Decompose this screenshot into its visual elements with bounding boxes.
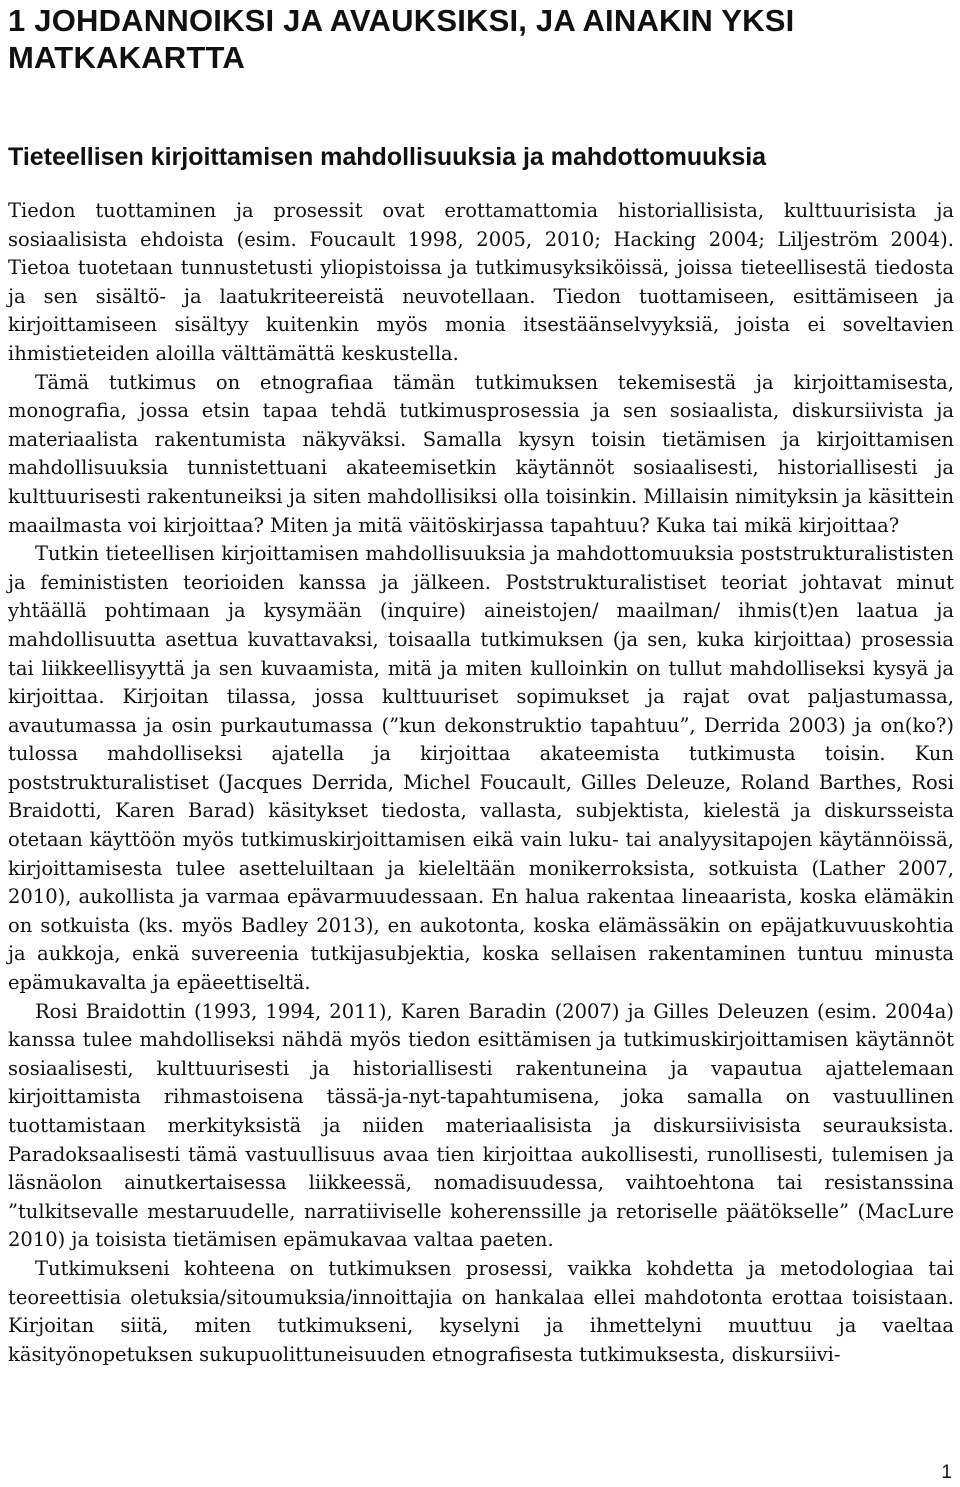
paragraph: Rosi Braidottin (1993, 1994, 2011), Karen Baradin (2007) ja Gilles Deleuzen (esim. 2004a) kanssa tulee mahdolliseksi nähdä myös tiedon esittämisen ja tutkimuskirjoittamisen käytännöt sosiaalisesti, kulttuurisesti ja historiallisesti rakentuneina ja vapautua ajattelemaan kirjoittamista rihmastoisena tässä-ja-nyt-tapahtumisena, joka samalla on vastuullinen tuottamistaan merkityksistä ja niiden materiaalisista ja diskursiivisista seurauksista. Paradoksaalisesti tämä vastuullisuus avaa tien kirjoittaa aukollisesti, runollisesti, tulemisen ja läsnäolon ainutkertaisessa liikkeessä, nomadisuudessa, vaihtoehtona tai resistanssina ”tulkitsevalle mestaruudelle, narratiiviselle koherenssille ja retoriselle päätökselle” (MacLure 2010) ja toisista tietämisen epämukavaa valtaa paeten.: [8, 999, 954, 1252]
paragraph: Tiedon tuottaminen ja prosessit ovat erottamattomia historiallisista, kulttuurisista ja sosiaalisista ehdoista (esim. Foucault 1998, 2005, 2010; Hacking 2004; Liljeström 2004). Tietoa tuotetaan tunnustetusti yliopistoissa ja tutkimusyksiköissä, joissa tieteellisestä tiedosta ja sen sisältö- ja laatukriteereistä neuvotellaan. Tiedon tuottamiseen, esittämiseen ja kirjoittamiseen sisältyy kuitenkin myös monia itsestäänselvyyksiä, joista ei soveltavien ihmistieteiden aloilla välttämättä keskustella.: [8, 199, 954, 365]
chapter-title: 1 JOHDANNOIKSI JA AVAUKSIKSI, JA AINAKIN YKSI MATKAKARTTA: [8, 3, 795, 75]
page-number: 1: [941, 1462, 952, 1483]
paragraph: Tämä tutkimus on etnografiaa tämän tutkimuksen tekemisestä ja kirjoittamisesta, monografia, jossa etsin tapaa tehdä tutkimusprosessia ja sen sosiaalista, diskursiivista ja materiaalista rakentumista näkyväksi. Samalla kysyn toisin tietämisen ja kirjoittamisen mahdollisuuksia tunnistettuani akateemisetkin käytännöt sosiaalisesti, historiallisesti ja kulttuurisesti rakentuneiksi ja siten mahdollisiksi olla toisinkin. Millaisin nimityksin ja käsittein maailmasta voi kirjoittaa? Miten ja mitä väitöskirjassa tapahtuu? Kuka tai mikä kirjoittaa?: [8, 370, 954, 537]
section-heading: Tieteellisen kirjoittamisen mahdollisuuksia ja mahdottomuuksia: [8, 143, 767, 171]
paragraph: Tutkin tieteellisen kirjoittamisen mahdollisuuksia ja mahdottomuuksia poststrukturalististen ja feminististen teorioiden kanssa ja jälkeen. Poststrukturalistiset teoriat johtavat minut yhtäällä pohtimaan ja kysymään (inquire) aineistojen/ maailman/ ihmis(t)en laatua ja mahdollisuutta asettua kuvattavaksi, toisaalla tutkimuksen (ja sen, kuka kirjoittaa) prosessia tai liikkeellisyyttä ja sen kuvaamista, mitä ja miten kulloinkin on tullut mahdolliseksi kysyä ja kirjoittaa. Kirjoitan tilassa, jossa kulttuuriset sopimukset ja rajat ovat paljastumassa, avautumassa ja osin purkautumassa (”kun dekonstruktio tapahtuu”, Derrida 2003) ja on(ko?) tulossa mahdolliseksi ajatella ja kirjoittaa akateemista tutkimusta toisin. Kun poststrukturalistiset (Jacques Derrida, Michel Foucault, Gilles Deleuze, Roland Barthes, Rosi Braidotti, Karen Barad) käsitykset tiedosta, vallasta, subjektista, kielestä ja diskursseista otetaan käyttöön myös tutkimuskirjoittamisen eikä vain luku- tai analyysitapojen käytännöissä, kirjoittamisesta tulee asetteluiltaan ja kieleltään monikerroksista, sotkuista (Lather 2007, 2010), aukollista ja varmaa epävarmuudessaan. En halua rakentaa lineaarista, koska elämäkin on sotkuista (ks. myös Badley 2013), en aukotonta, koska elämässäkin on epäjatkuvuuskohtia ja aukkoja, enkä suvereenia tutkijasubjektia, koska sellaisen rakentaminen tuntuu minusta epämukavalta ja epäeettiseltä.: [8, 542, 954, 995]
paragraph: Tutkimukseni kohteena on tutkimuksen prosessi, vaikka kohdetta ja metodologiaa tai teoreettisia oletuksia/sitoumuksia/innoittajia on hankalaa ellei mahdotonta erottaa toisistaan. Kirjoitan siitä, miten tutkimukseni, kyselyni ja ihmettelyni muuttuu ja vaeltaa käsityönopetuksen sukupuolittuneisuuden etnografisesta tutkimuksesta, diskursiivi-: [8, 1256, 954, 1366]
body-text: [8, 197, 954, 1369]
